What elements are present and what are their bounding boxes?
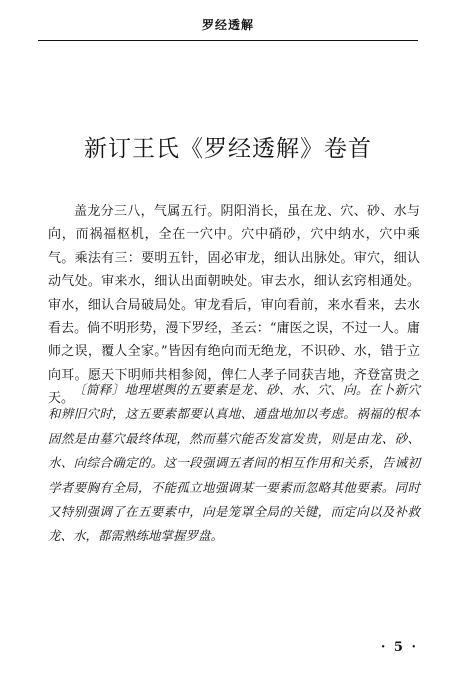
main-paragraph: 盖龙分三八，气属五行。阴阳消长，虽在龙、穴、砂、水与向，而祸福枢机，全在一穴中。穴中硝砂，穴中纳水，穴中乘气。乘法有三：要明五针，固必审龙，细认出脉处。审穴，细认动气处。审来水，细认出面朝映处。审去水，细认玄窍相通处。审水，细认合局破局处。审龙看后，审向看前，来水看来，去水看去。倘不明形势，漫下罗经，圣云：“庸医之误，不过一人。庸师之误，覆人全家。”皆因有绝向而无绝龙，不识砂、水，错于立向耳。愿天下明师共相参阅，俾仁人孝子同获吉地，齐登富贵之天。 (48, 204, 420, 407)
header-rule (38, 40, 418, 41)
running-head: 罗经透解 (201, 18, 254, 32)
commentary-paragraph: 〔简释〕地理堪舆的五要素是龙、砂、水、穴、向。在卜新穴和辨旧穴时，这五要素都要认真地、通盘地加以考虑。祸福的根本固然是由墓穴最终体现，然而墓穴能否发富发贵，则是由龙、砂、水、向综合确定的。这一段强调五者间的相互作用和关系，告诫初学者要胸有全局，不能孤立地强调某一要素而忽略其他要素。同时又特别强调了在五要素中，向是笼罩全局的关键，而定向以及补救龙、水，都需熟练地掌握罗盘。 (48, 382, 420, 544)
page-number: · 5 · (380, 640, 418, 655)
chapter-title: 新订王氏《罗经透解》卷首 (84, 136, 372, 162)
commentary-section (48, 378, 420, 549)
